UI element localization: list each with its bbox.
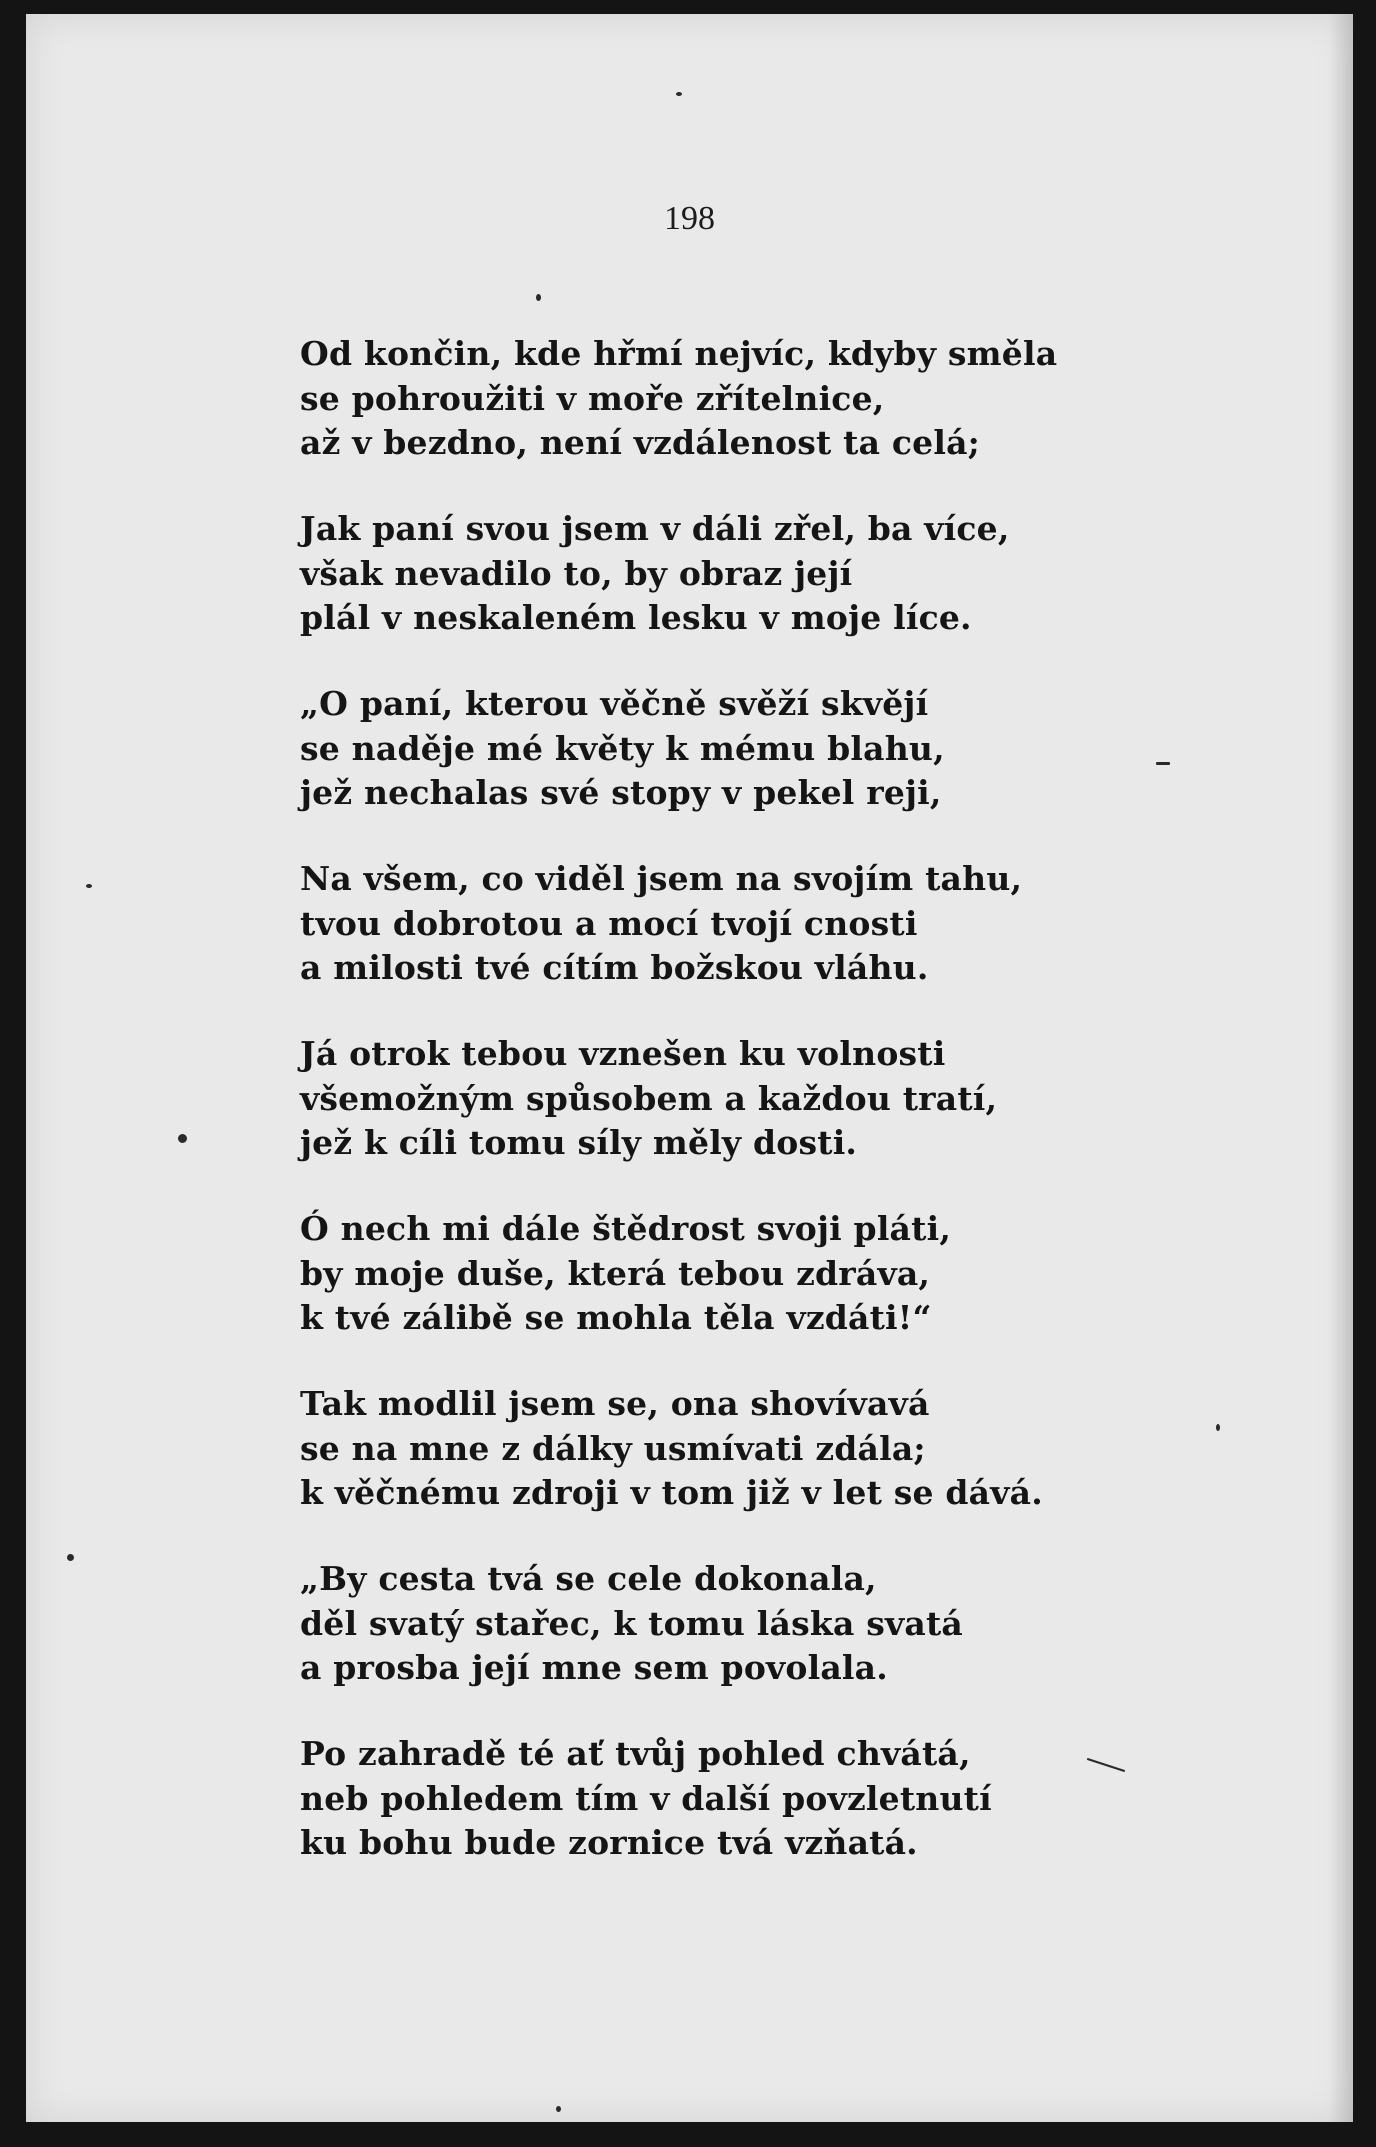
verse-line: se na mne z dálky usmívati zdála;	[300, 1428, 926, 1468]
verse-line: k tvé zálibě se mohla těla vzdáti!“	[300, 1298, 932, 1337]
verse-line: tvou dobrotou a mocí tvojí cnosti	[300, 903, 918, 943]
verse-line: všemožným spůsobem a každou tratí,	[300, 1078, 998, 1118]
verse-line: neb pohledem tím v další povzletnutí	[300, 1778, 992, 1818]
verse-line: k věčnému zdroji v tom již v let se dává.	[300, 1473, 1043, 1512]
scan-speck	[676, 92, 682, 96]
verse-line: jež k cíli tomu síly měly dosti.	[300, 1123, 858, 1162]
verse-line: Jak paní svou jsem v dáli zřel, ba více,	[300, 509, 1010, 548]
verse-line: „By cesta tvá se cele dokonala,	[300, 1559, 877, 1598]
scan-speck	[86, 884, 92, 888]
verse-line: jež nechalas své stopy v pekel reji,	[300, 773, 942, 812]
scan-speck	[67, 1554, 74, 1561]
stanza-3	[300, 682, 1340, 816]
verse-line: plál v neskaleném lesku v moje líce.	[300, 598, 972, 637]
verse-line: a prosba její mne sem povolala.	[300, 1648, 888, 1687]
verse-line: Od končin, kde hřmí nejvíc, kdyby směla	[300, 334, 1058, 373]
verse-line: a milosti tvé cítím božskou vláhu.	[300, 948, 929, 987]
stanza-2	[300, 507, 1340, 641]
scan-speck	[1156, 762, 1170, 765]
verse-line: děl svatý stařec, k tomu láska svatá	[300, 1603, 963, 1643]
verse-line: ku bohu bude zornice tvá vzňatá.	[300, 1823, 918, 1862]
scan-speck	[1216, 1424, 1220, 1431]
scan-speck	[556, 2106, 561, 2112]
stanza-4	[300, 857, 1340, 991]
verse-line: však nevadilo to, by obraz její	[300, 553, 853, 593]
scan-speck	[178, 1134, 187, 1143]
poem-text	[300, 332, 1340, 1907]
stanza-7	[300, 1382, 1340, 1516]
verse-line: Po zahradě té ať tvůj pohled chvátá,	[300, 1734, 971, 1773]
verse-line: se pohroužiti v moře zřítelnice,	[300, 378, 885, 418]
verse-line: až v bezdno, není vzdálenost ta celá;	[300, 423, 981, 462]
page-edge-shadow	[1329, 14, 1353, 2122]
verse-line: „O paní, kterou věčně svěží skvějí	[300, 684, 929, 723]
verse-line: Já otrok tebou vznešen ku volnosti	[300, 1034, 946, 1073]
stanza-9	[300, 1732, 1340, 1866]
stanza-1	[300, 332, 1340, 466]
verse-line: Tak modlil jsem se, ona shovívavá	[300, 1384, 930, 1423]
verse-line: Na všem, co viděl jsem na svojím tahu,	[300, 859, 1023, 898]
page-sheet	[26, 14, 1353, 2122]
scan-speck	[536, 294, 541, 301]
stanza-5	[300, 1032, 1340, 1166]
verse-line: by moje duše, která tebou zdráva,	[300, 1253, 931, 1293]
verse-line: Ó nech mi dále štědrost svoji pláti,	[300, 1209, 952, 1248]
stanza-6	[300, 1207, 1340, 1341]
stanza-8	[300, 1557, 1340, 1691]
page-number: 198	[664, 200, 715, 237]
verse-line: se naděje mé květy k mému blahu,	[300, 728, 945, 768]
